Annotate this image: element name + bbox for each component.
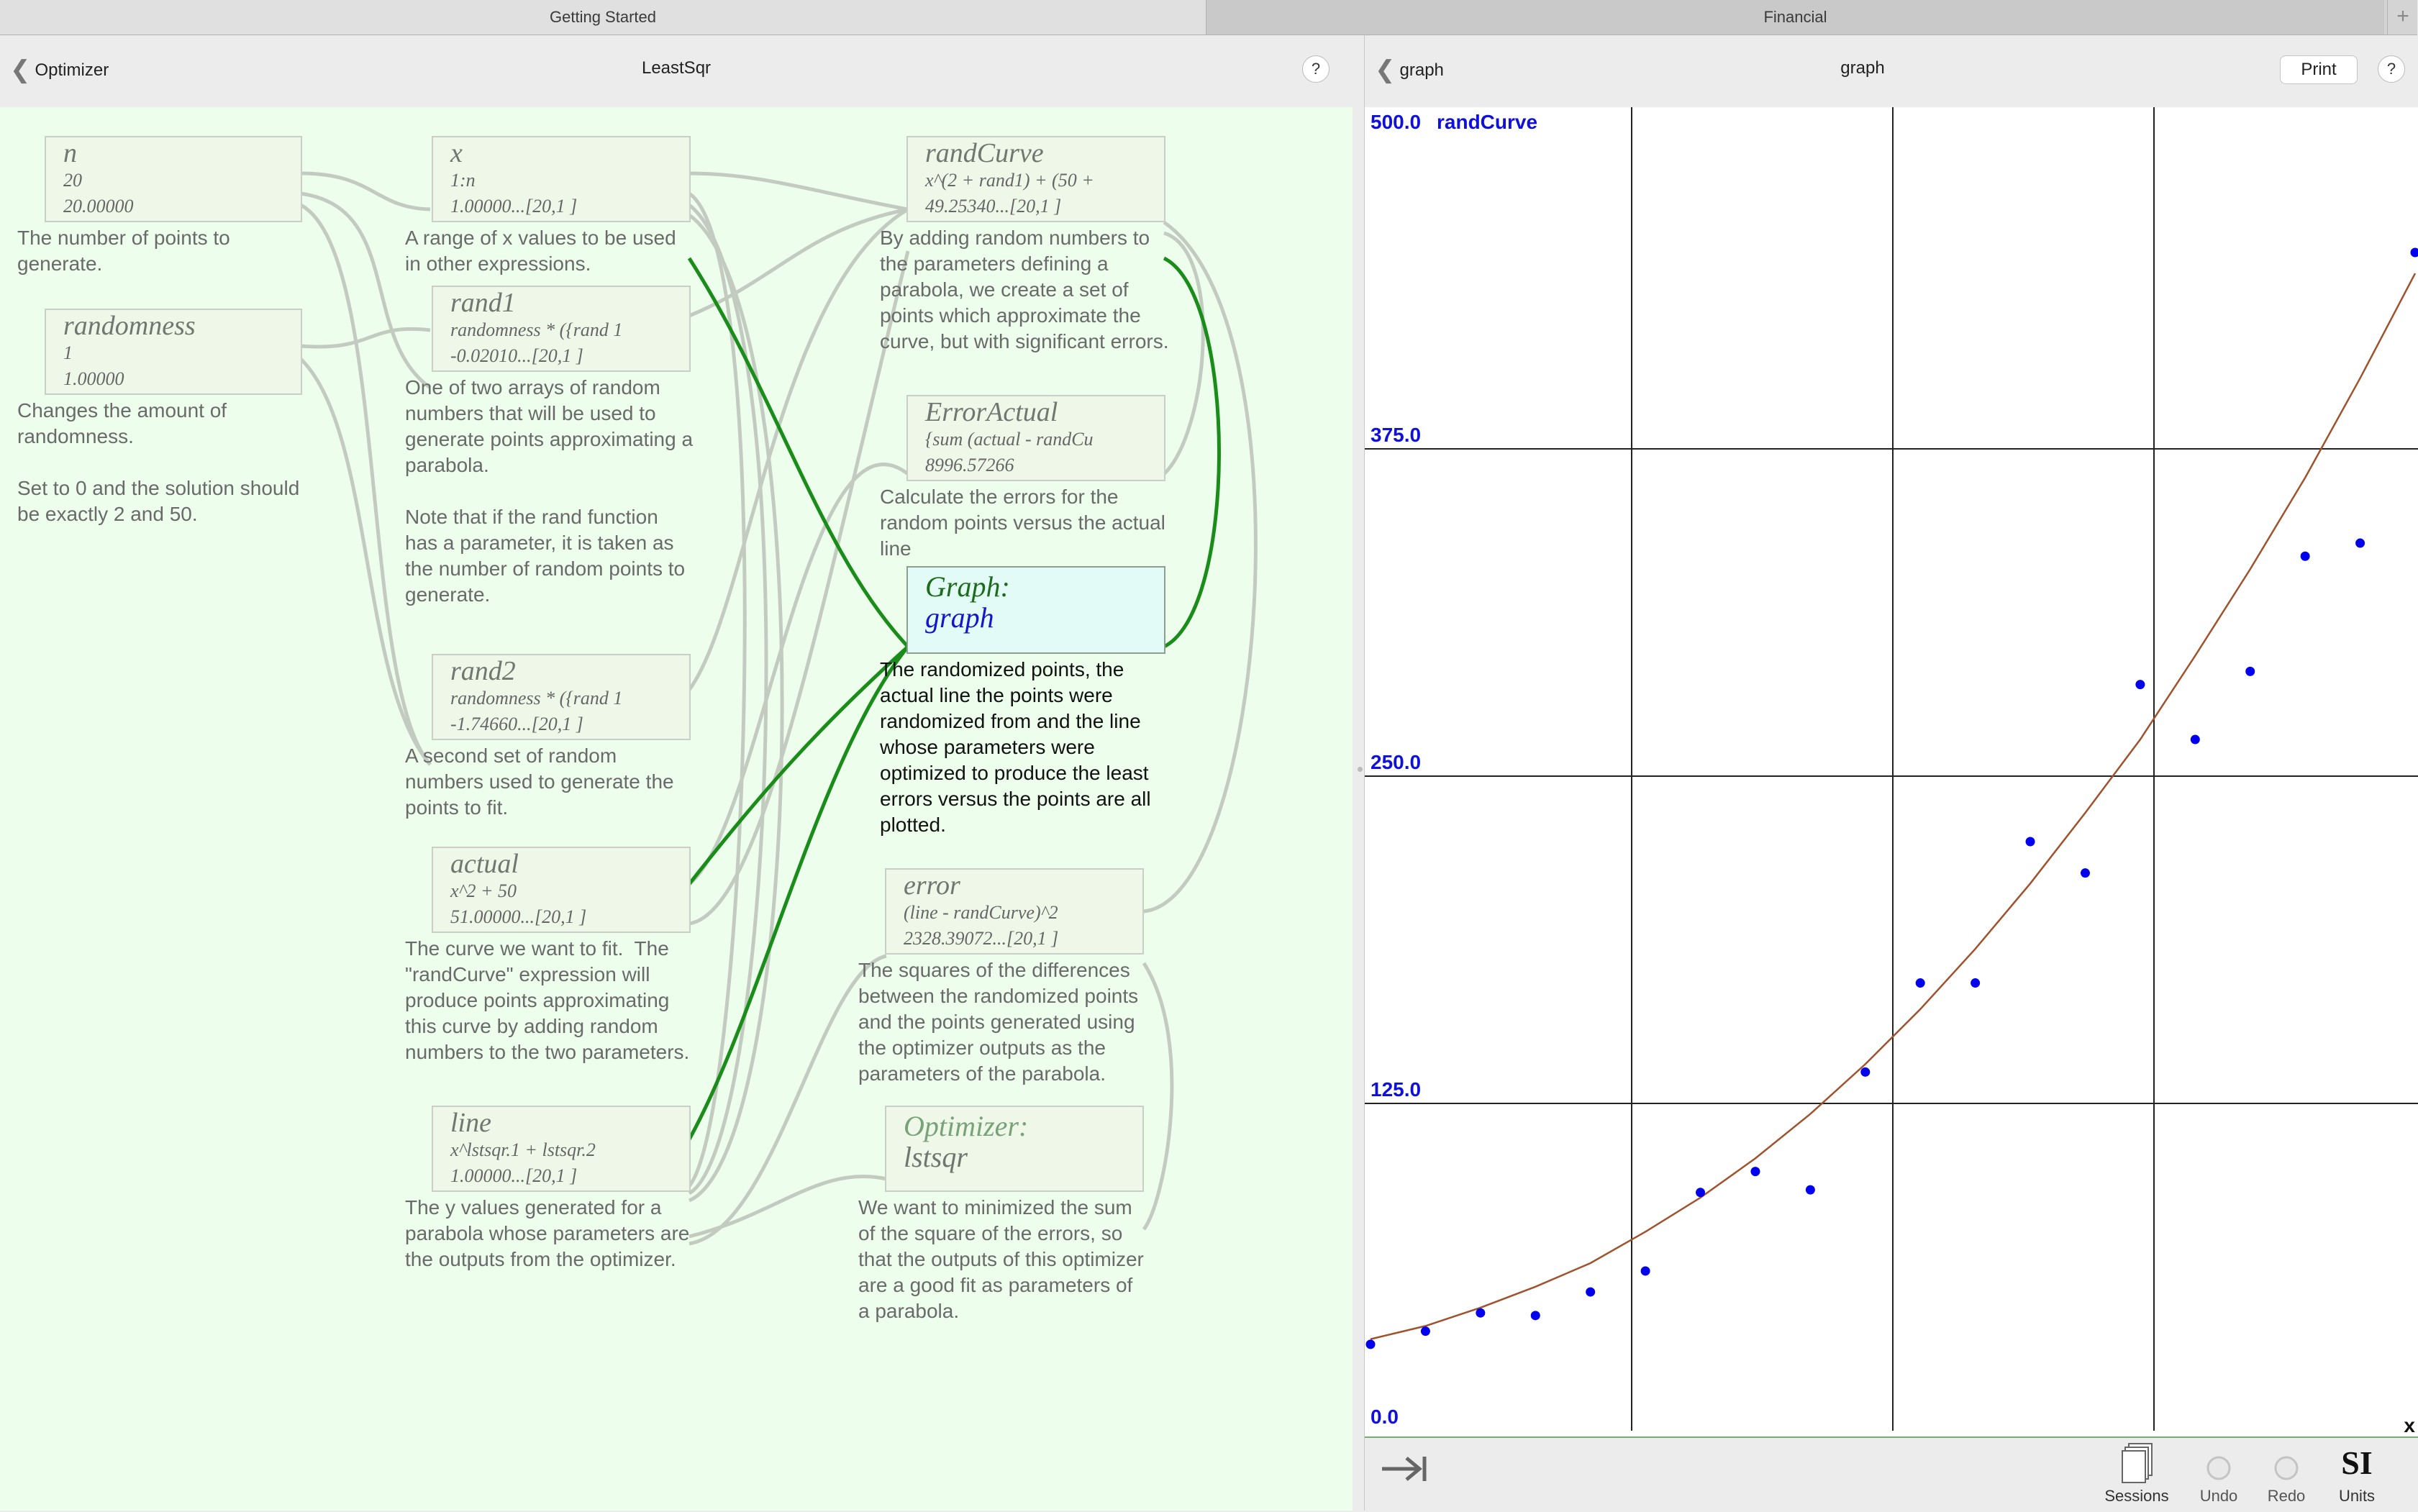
node-formula: randomness * ({rand 1: [450, 317, 672, 343]
node-x-description: A range of x values to be used in other expressions.: [405, 225, 722, 277]
node-name: line: [450, 1108, 672, 1137]
data-point: [2245, 667, 2255, 676]
node-rand1[interactable]: [432, 286, 691, 372]
node-value: 51.00000...[20,1 ]: [450, 904, 672, 930]
help-button[interactable]: ?: [1302, 55, 1330, 83]
y-tick-label: 375.0: [1371, 424, 1421, 446]
data-point: [1806, 1185, 1815, 1195]
redo-icon: [2272, 1454, 2301, 1483]
node-line[interactable]: [432, 1106, 691, 1192]
node-randomness-description: Changes the amount of randomness. Set to 0 and the solution should be exactly 2 and 50.: [17, 398, 355, 527]
back-label: graph: [1400, 60, 1444, 80]
node-rand2[interactable]: [432, 654, 691, 740]
back-label: Optimizer: [35, 60, 109, 80]
node-n[interactable]: [45, 136, 302, 222]
data-point: [1971, 978, 1980, 988]
node-value: 1.00000: [63, 366, 283, 392]
sessions-label: Sessions: [2097, 1487, 2176, 1506]
y-axis-label: randCurve: [1437, 111, 1537, 133]
data-point: [1860, 1067, 1870, 1077]
diagram-panel: [0, 35, 1353, 1511]
panel-splitter-handle[interactable]: [1358, 767, 1363, 772]
node-name: actual: [450, 850, 672, 878]
data-point: [1696, 1188, 1705, 1197]
node-value: 1.00000...[20,1 ]: [450, 1163, 672, 1189]
undo-icon: [2204, 1454, 2233, 1483]
node-value: 1.00000...[20,1 ]: [450, 193, 672, 219]
node-title: Optimizer:: [904, 1111, 1125, 1142]
undo-label: Undo: [2179, 1487, 2258, 1506]
node-value: 8996.57266: [925, 452, 1147, 478]
chevron-left-icon: ❮: [1375, 56, 1396, 83]
data-point: [1750, 1167, 1760, 1176]
node-formula: (line - randCurve)^2: [904, 900, 1125, 926]
x-axis-label: x: [2404, 1414, 2415, 1436]
units-icon: SI: [2317, 1444, 2396, 1482]
units-label: Units: [2317, 1487, 2396, 1506]
redo-label: Redo: [2247, 1487, 2326, 1506]
node-error[interactable]: [885, 868, 1144, 955]
node-randomness[interactable]: [45, 309, 302, 395]
node-error-description: The squares of the differences between the randomized points and the points generated using the optimizer outputs as the parameters of the parabola.: [858, 957, 1189, 1087]
y-tick-label: 0.0: [1371, 1406, 1399, 1428]
node-formula: x^2 + 50: [450, 878, 672, 904]
bottom-toolbar: [1365, 1436, 2418, 1512]
node-actual[interactable]: [432, 847, 691, 933]
node-value: 2328.39072...[20,1 ]: [904, 926, 1125, 952]
node-subtitle: lstsqr: [904, 1142, 1125, 1173]
wire: [689, 173, 908, 209]
node-rand2-description: A second set of random numbers used to generate the points to fit.: [405, 743, 722, 821]
node-name: x: [450, 139, 672, 168]
units-button[interactable]: [2317, 1439, 2396, 1508]
node-actual-description: The curve we want to fit. The "randCurve" expression will produce points approximating this curve by adding random numbers to the two parameters.: [405, 936, 722, 1065]
data-point: [2081, 868, 2090, 878]
node-value: -1.74660...[20,1 ]: [450, 711, 672, 737]
node-name: error: [904, 871, 1125, 900]
node-formula: randomness * ({rand 1: [450, 686, 672, 711]
node-randcurve[interactable]: [906, 136, 1165, 222]
node-n-description: The number of points to generate.: [17, 225, 319, 277]
node-graph[interactable]: [906, 566, 1165, 654]
page-title: LeastSqr: [0, 58, 1353, 78]
data-point: [2135, 680, 2145, 689]
node-name: n: [63, 139, 283, 168]
node-formula: x^lstsqr.1 + lstsqr.2: [450, 1137, 672, 1163]
graph-panel: [1364, 35, 2418, 1511]
node-rand1-description: One of two arrays of random numbers that will be used to generate points approximating a parabola. Note that if the rand function has a parameter, it is taken as the number of random points to generate.: [405, 375, 722, 608]
data-point: [1641, 1266, 1650, 1275]
node-subtitle: graph: [925, 602, 1147, 634]
node-formula: 1:n: [450, 168, 672, 193]
node-formula: {sum (actual - randCu: [925, 427, 1147, 452]
data-point: [2355, 539, 2365, 548]
node-title: Graph:: [925, 572, 1147, 602]
chevron-left-icon: ❮: [10, 56, 31, 83]
graph-header: [1365, 35, 2418, 107]
redo-button[interactable]: [2247, 1439, 2326, 1508]
data-point: [1586, 1288, 1595, 1297]
tab-financial[interactable]: Financial: [1206, 0, 2384, 35]
data-point: [1531, 1311, 1540, 1320]
collapse-arrow-icon[interactable]: [1379, 1451, 1430, 1487]
node-erroractual-description: Calculate the errors for the random points versus the actual line: [880, 484, 1211, 562]
node-value: -0.02010...[20,1 ]: [450, 343, 672, 369]
print-button[interactable]: Print: [2280, 55, 2358, 84]
node-name: rand2: [450, 657, 672, 686]
wire-highlight: [689, 258, 908, 647]
node-name: randCurve: [925, 139, 1147, 168]
wire: [689, 251, 908, 924]
node-value: 49.25340...[20,1 ]: [925, 193, 1147, 219]
diagram-canvas: [0, 107, 1353, 1511]
wire: [301, 329, 430, 347]
y-tick-label: 500.0: [1371, 111, 1421, 133]
wire-highlight: [689, 647, 908, 884]
data-point: [1366, 1339, 1376, 1349]
node-line-description: The y values generated for a parabola whose parameters are the outputs from the optimizer.: [405, 1195, 722, 1272]
node-name: rand1: [450, 288, 672, 317]
data-point: [2411, 248, 2418, 258]
add-tab-button[interactable]: +: [2387, 0, 2418, 35]
data-point: [2191, 735, 2200, 744]
graph-chart[interactable]: [1365, 107, 2418, 1436]
data-point: [2301, 552, 2310, 561]
data-point: [1916, 978, 1925, 988]
graph-title: graph: [1307, 58, 2418, 78]
node-x[interactable]: [432, 136, 691, 222]
node-formula: 20: [63, 168, 283, 193]
node-formula: 1: [63, 340, 283, 366]
sessions-icon: [2122, 1442, 2155, 1484]
node-erroractual[interactable]: [906, 395, 1165, 481]
node-name: randomness: [63, 311, 283, 340]
node-name: ErrorActual: [925, 398, 1147, 427]
tab-bar: [0, 0, 2417, 35]
data-point: [1421, 1326, 1430, 1336]
node-value: 20.00000: [63, 193, 283, 219]
tab-getting-started[interactable]: Getting Started: [0, 0, 1206, 35]
node-graph-description: The randomized points, the actual line the points were randomized from and the line whose parameters were optimized to produce the least errors versus the points are all plotted.: [880, 657, 1196, 838]
y-tick-label: 125.0: [1371, 1078, 1421, 1101]
y-tick-label: 250.0: [1371, 751, 1421, 773]
data-point: [2026, 837, 2035, 847]
node-randcurve-description: By adding random numbers to the parameters defining a parabola, we create a set of points which approximate the curve, but with significant errors.: [880, 225, 1211, 355]
sessions-button[interactable]: [2097, 1439, 2176, 1508]
node-optimizer-description: We want to minimized the sum of the square of the errors, so that the outputs of this optimizer are a good fit as parameters of a parabola.: [858, 1195, 1189, 1324]
wire: [689, 465, 908, 884]
node-formula: x^(2 + rand1) + (50 +: [925, 168, 1147, 193]
wire: [301, 173, 430, 209]
diagram-header: [0, 35, 1353, 108]
data-point: [1476, 1308, 1485, 1318]
graph-help-button[interactable]: ?: [2378, 55, 2405, 83]
node-optimizer[interactable]: [885, 1106, 1144, 1192]
